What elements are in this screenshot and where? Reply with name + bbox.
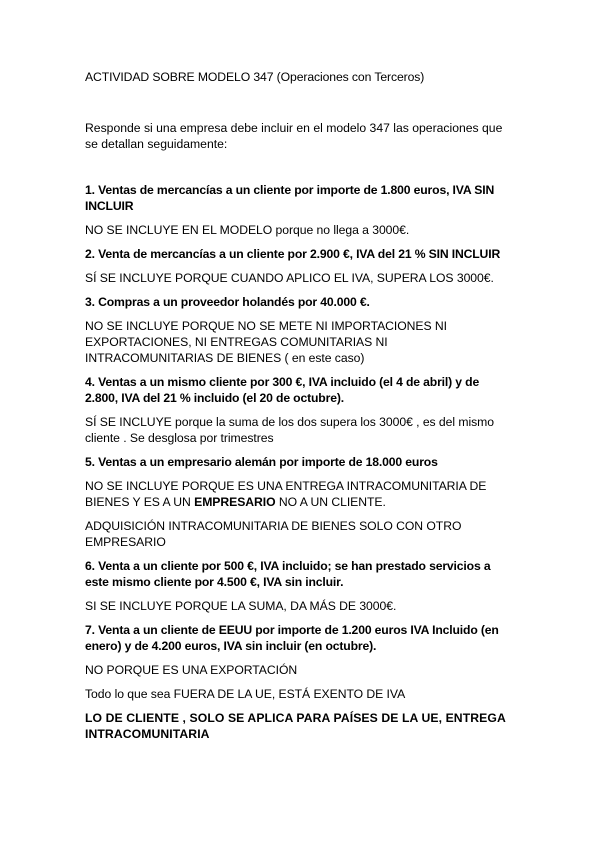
- document-title: ACTIVIDAD SOBRE MODELO 347 (Operaciones con Terceros): [85, 70, 425, 84]
- question-4: 4. Ventas a un mismo cliente por 300 €, IVA incluido (el 4 de abril) y de 2.800, IVA del 21 % incluido (el 20 de octubre).: [85, 375, 480, 405]
- answer-7: NO PORQUE ES UNA EXPORTACIÓN: [85, 663, 298, 677]
- answer-5-text-before: NO SE INCLUYE PORQUE ES UNA ENTREGA INTRACOMUNITARIA DE BIENES Y ES A UN: [85, 479, 487, 509]
- answer-5-emphasis: EMPRESARIO: [194, 495, 276, 509]
- question-7: 7. Venta a un cliente de EEUU por importe de 1.200 euros IVA Incluido (en enero) y de 4.200 euros, IVA sin incluir (en octubre).: [85, 623, 499, 653]
- question-1: 1. Ventas de mercancías a un cliente por importe de 1.800 euros, IVA SIN INCLUIR: [85, 183, 495, 213]
- answer-1: NO SE INCLUYE EN EL MODELO porque no llega a 3000€.: [85, 223, 410, 237]
- answer-7-note: Todo lo que sea FUERA DE LA UE, ESTÁ EXENTO DE IVA: [85, 687, 406, 701]
- document-page: [85, 69, 515, 742]
- answer-5: [85, 478, 515, 510]
- question-3: 3. Compras a un proveedor holandés por 40.000 €.: [85, 295, 370, 309]
- answer-6: SI SE INCLUYE PORQUE LA SUMA, DA MÁS DE 3000€.: [85, 599, 397, 613]
- instructions-paragraph: Responde si una empresa debe incluir en el modelo 347 las operaciones que se detallan seguidamente:: [85, 121, 503, 151]
- answer-2: SÍ SE INCLUYE PORQUE CUANDO APLICO EL IVA, SUPERA LOS 3000€.: [85, 271, 494, 285]
- question-5: 5. Ventas a un empresario alemán por importe de 18.000 euros: [85, 455, 438, 469]
- answer-5-text-after: NO A UN CLIENTE.: [275, 495, 386, 509]
- final-note: LO DE CLIENTE , SOLO SE APLICA PARA PAÍSES DE LA UE, ENTREGA INTRACOMUNITARIA: [85, 711, 506, 741]
- question-6: 6. Venta a un cliente por 500 €, IVA incluido; se han prestado servicios a este mismo cliente por 4.500 €, IVA sin incluir.: [85, 559, 491, 589]
- answer-4: SÍ SE INCLUYE porque la suma de los dos supera los 3000€ , es del mismo cliente . Se desglosa por trimestres: [85, 415, 495, 445]
- answer-3: NO SE INCLUYE PORQUE NO SE METE NI IMPORTACIONES NI EXPORTACIONES, NI ENTREGAS COMUNITARIAS NI INTRACOMUNITARIAS DE BIENES ( en este caso): [85, 319, 448, 365]
- question-2: 2. Venta de mercancías a un cliente por 2.900 €, IVA del 21 % SIN INCLUIR: [85, 247, 501, 261]
- answer-5-note: ADQUISICIÓN INTRACOMUNITARIA DE BIENES SOLO CON OTRO EMPRESARIO: [85, 519, 462, 549]
